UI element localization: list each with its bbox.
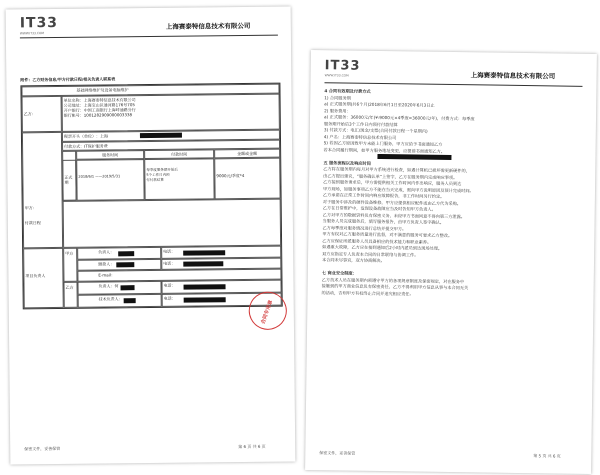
redaction-bar: [124, 298, 136, 303]
contract-line: 若本合同履行期间，如甲方服务地址变更，应提前书面通知乙方。: [323, 146, 446, 154]
party-b-company: 单位名称：上海赛泰特信息技术有限公司: [63, 97, 136, 103]
contract-line: 五 服务流程以及响应时间: [323, 159, 371, 166]
redaction-bar: [184, 297, 226, 302]
tax-label: 税票开头（单位）：上海: [63, 133, 108, 139]
contract-line: 4 合同有效期及付费方式: [324, 88, 371, 94]
party-b-label: 乙方：: [22, 96, 62, 132]
contract-line: 的活动，否则甲方有权终止合同并追究相应责任。: [321, 289, 414, 296]
attachment-title: 附件：乙方财务信息/甲方付款日程/相关负责人联系表: [20, 76, 116, 83]
party-b-tech: [78, 294, 162, 308]
contract-line: 乙方每季度对服务情况进行总结并提交甲方。: [322, 224, 407, 231]
logo-url: WWW.IT33.COM: [324, 73, 349, 78]
contract-line: 本合同未尽事宜，双方协商解决。: [321, 257, 385, 264]
contract-line: a) 正式服务期(共6个月)2018年6月1日至2020年6月3日止: [324, 101, 435, 108]
party-b-bank: 开户银行：中国工商银行上海呼通路分行: [63, 107, 136, 113]
contract-line: 乙方应保证所派服务人员具备相应的技术能力和职业素养。: [322, 237, 432, 245]
payment-time-line: 每季度服务期开始后: [146, 167, 178, 173]
attachment-table: [20, 83, 282, 310]
redaction-bar: [377, 154, 451, 160]
footer-page-number: 第 6 页 共 6 页: [238, 443, 266, 450]
contract-line: 接触到的甲方商业信息负有保密责任，乙方不得利用甲方信息从事与本合同无关: [321, 283, 469, 291]
contract-line: 4) 户名：上海赛泰特信息技术有限公司: [323, 133, 397, 140]
contract-line: 如遇重大故障，乙方应在接到通知后2小时内派员到达现场处理。: [322, 244, 443, 251]
payment-time: [144, 158, 214, 200]
contract-line: 3) 付款方式：电汇/现金/支票(合同付款日程一个星期内): [323, 127, 428, 134]
party-b-manager: [77, 281, 161, 295]
redaction-bar: [184, 284, 226, 289]
contract-line: 乙方将在服务期内每月对甲方系统进行检查，如遇计算机已损坏需更新硬件的，: [323, 166, 470, 174]
row-label: 正式期: [62, 160, 76, 201]
payment-terms-label: 付款方式：IT保护服务费: [64, 143, 108, 149]
contact-title: 负责人：: [98, 249, 115, 255]
company-logo: IT33: [324, 58, 361, 74]
contract-line: 甲方现场，如服务事项乙方不能在当天完成，需向甲方说明原因及预计完成时间。: [322, 185, 474, 193]
company-name-header: 上海赛泰特信息技术有限公司: [470, 71, 556, 81]
contact-title: 负责人：何: [98, 283, 119, 289]
redaction-bar: [183, 250, 225, 255]
contract-line: 1) 合同服务期: [324, 94, 351, 101]
spacer: [134, 247, 136, 259]
contract-line: 乙方技术人员在服务期内须遵守甲方的各项规章制度及保密规定，对在服务中: [321, 276, 465, 284]
tel-label: 电话：: [163, 260, 176, 266]
header-payment-time: 付款时间: [144, 149, 214, 159]
party-a-sub: 付款日程: [24, 220, 41, 226]
party-b-account: 银行帐号：1001282909000003338: [63, 112, 133, 118]
header-divider: [20, 35, 278, 39]
contract-page-left: [6, 7, 296, 465]
service-period: 2018/6/1 ——2019/5/31: [76, 159, 144, 201]
header-service-time: 服务时间: [76, 150, 144, 160]
contract-body: [322, 88, 583, 300]
redaction-bar: [118, 251, 134, 256]
amount-value: 9000元/季度*4: [214, 158, 280, 200]
contract-line: 乙方在日常维护中，发现设备故障应当及时告知甲方负责人。: [322, 205, 436, 212]
footer-confidential: 保密文件，妥善保管: [319, 450, 356, 456]
blank-row: [63, 199, 281, 248]
contract-line: 当服务人员完成服务后，填写服务报告，由甲方负责人签字确认。: [322, 218, 445, 225]
contract-line: 七 商业安全制度：: [321, 270, 357, 276]
contract-page-right: [305, 50, 597, 474]
party-a-label: 甲方：: [24, 205, 37, 211]
contact-section-label: 项目负责人: [23, 248, 64, 308]
payment-time-line: 5个工作日内预: [146, 172, 170, 178]
tel-label: 电话：: [163, 282, 176, 288]
header-divider: [324, 82, 582, 87]
party-a-label-cell: [22, 132, 63, 248]
company-logo: IT33: [19, 14, 59, 32]
contract-line: 乙方接到服务请求后，甲方需提供相关工作时间内作出响应，服务人员到达: [323, 179, 462, 187]
logo-url: WWW.IT33.COM: [19, 31, 44, 36]
redaction-bar: [140, 133, 182, 138]
contact-title: 技术负责人：: [98, 296, 123, 302]
company-name-header: 上海赛泰特信息技术有限公司: [165, 21, 251, 31]
redaction-bar: [121, 285, 135, 290]
service-row: 基础网络维护及设备电脑维护: [21, 84, 279, 97]
party-b-role: 乙方: [63, 282, 77, 308]
contract-line: a) 正式服务：36000元/年(¥:9000元×4季度=36000元/年)，付费方式：每季度: [323, 114, 475, 122]
redaction-bar: [183, 261, 223, 266]
payment-time-line: 付付款结算: [146, 177, 164, 183]
footer-page-number: 第 5 页 共 6 页: [533, 453, 561, 459]
contact-title: E-mail：: [98, 272, 115, 278]
contract-line: 乙方对甲方的数据资料负有保密义务，未经甲方书面同意不得向第三方泄露。: [322, 211, 466, 219]
footer-confidential: 保密文件，妥善保管: [24, 445, 61, 452]
contract-line: 对于服务中涉及的硬件设备维修，甲方应提供相应配件或由乙方代为采购。: [322, 198, 462, 206]
party-b-address: 公司地址：上海宝山区通河路176号705: [63, 102, 135, 108]
seal-text: 合同专用章: [260, 299, 275, 325]
contract-line: 甲方有权对乙方服务质量进行监督，对不满意的服务可要求乙方整改。: [322, 231, 453, 239]
redaction-bar: [116, 262, 134, 267]
tel-label: 电话：: [163, 295, 176, 301]
contract-line: 2) 服务费用：: [324, 107, 351, 114]
contract-line: 双方应指定专人负责本合同的日常联络与协调工作。: [322, 250, 419, 258]
contract-line: 服务期开始后3个工作日内预付付款结算: [323, 120, 398, 127]
party-b-info: [62, 94, 280, 132]
contract-line: 乙方承诺在正常工作时间内响应故障报告，非工作时间另行约定。: [322, 192, 445, 199]
header-amount: 金额或金额: [214, 149, 280, 159]
party-a-role: 甲方: [63, 248, 77, 282]
contact-title: 缴款人：: [98, 261, 115, 267]
contract-line: 由乙方提出建议，“服务确认单”上签字，乙方在服务期内完成响应事项。: [323, 172, 458, 180]
contract-line: 5) 若因乙方原因致甲方未能上门服务，甲方应给予书面通知乙方: [323, 140, 443, 147]
tel-label: 电话：: [163, 248, 176, 254]
